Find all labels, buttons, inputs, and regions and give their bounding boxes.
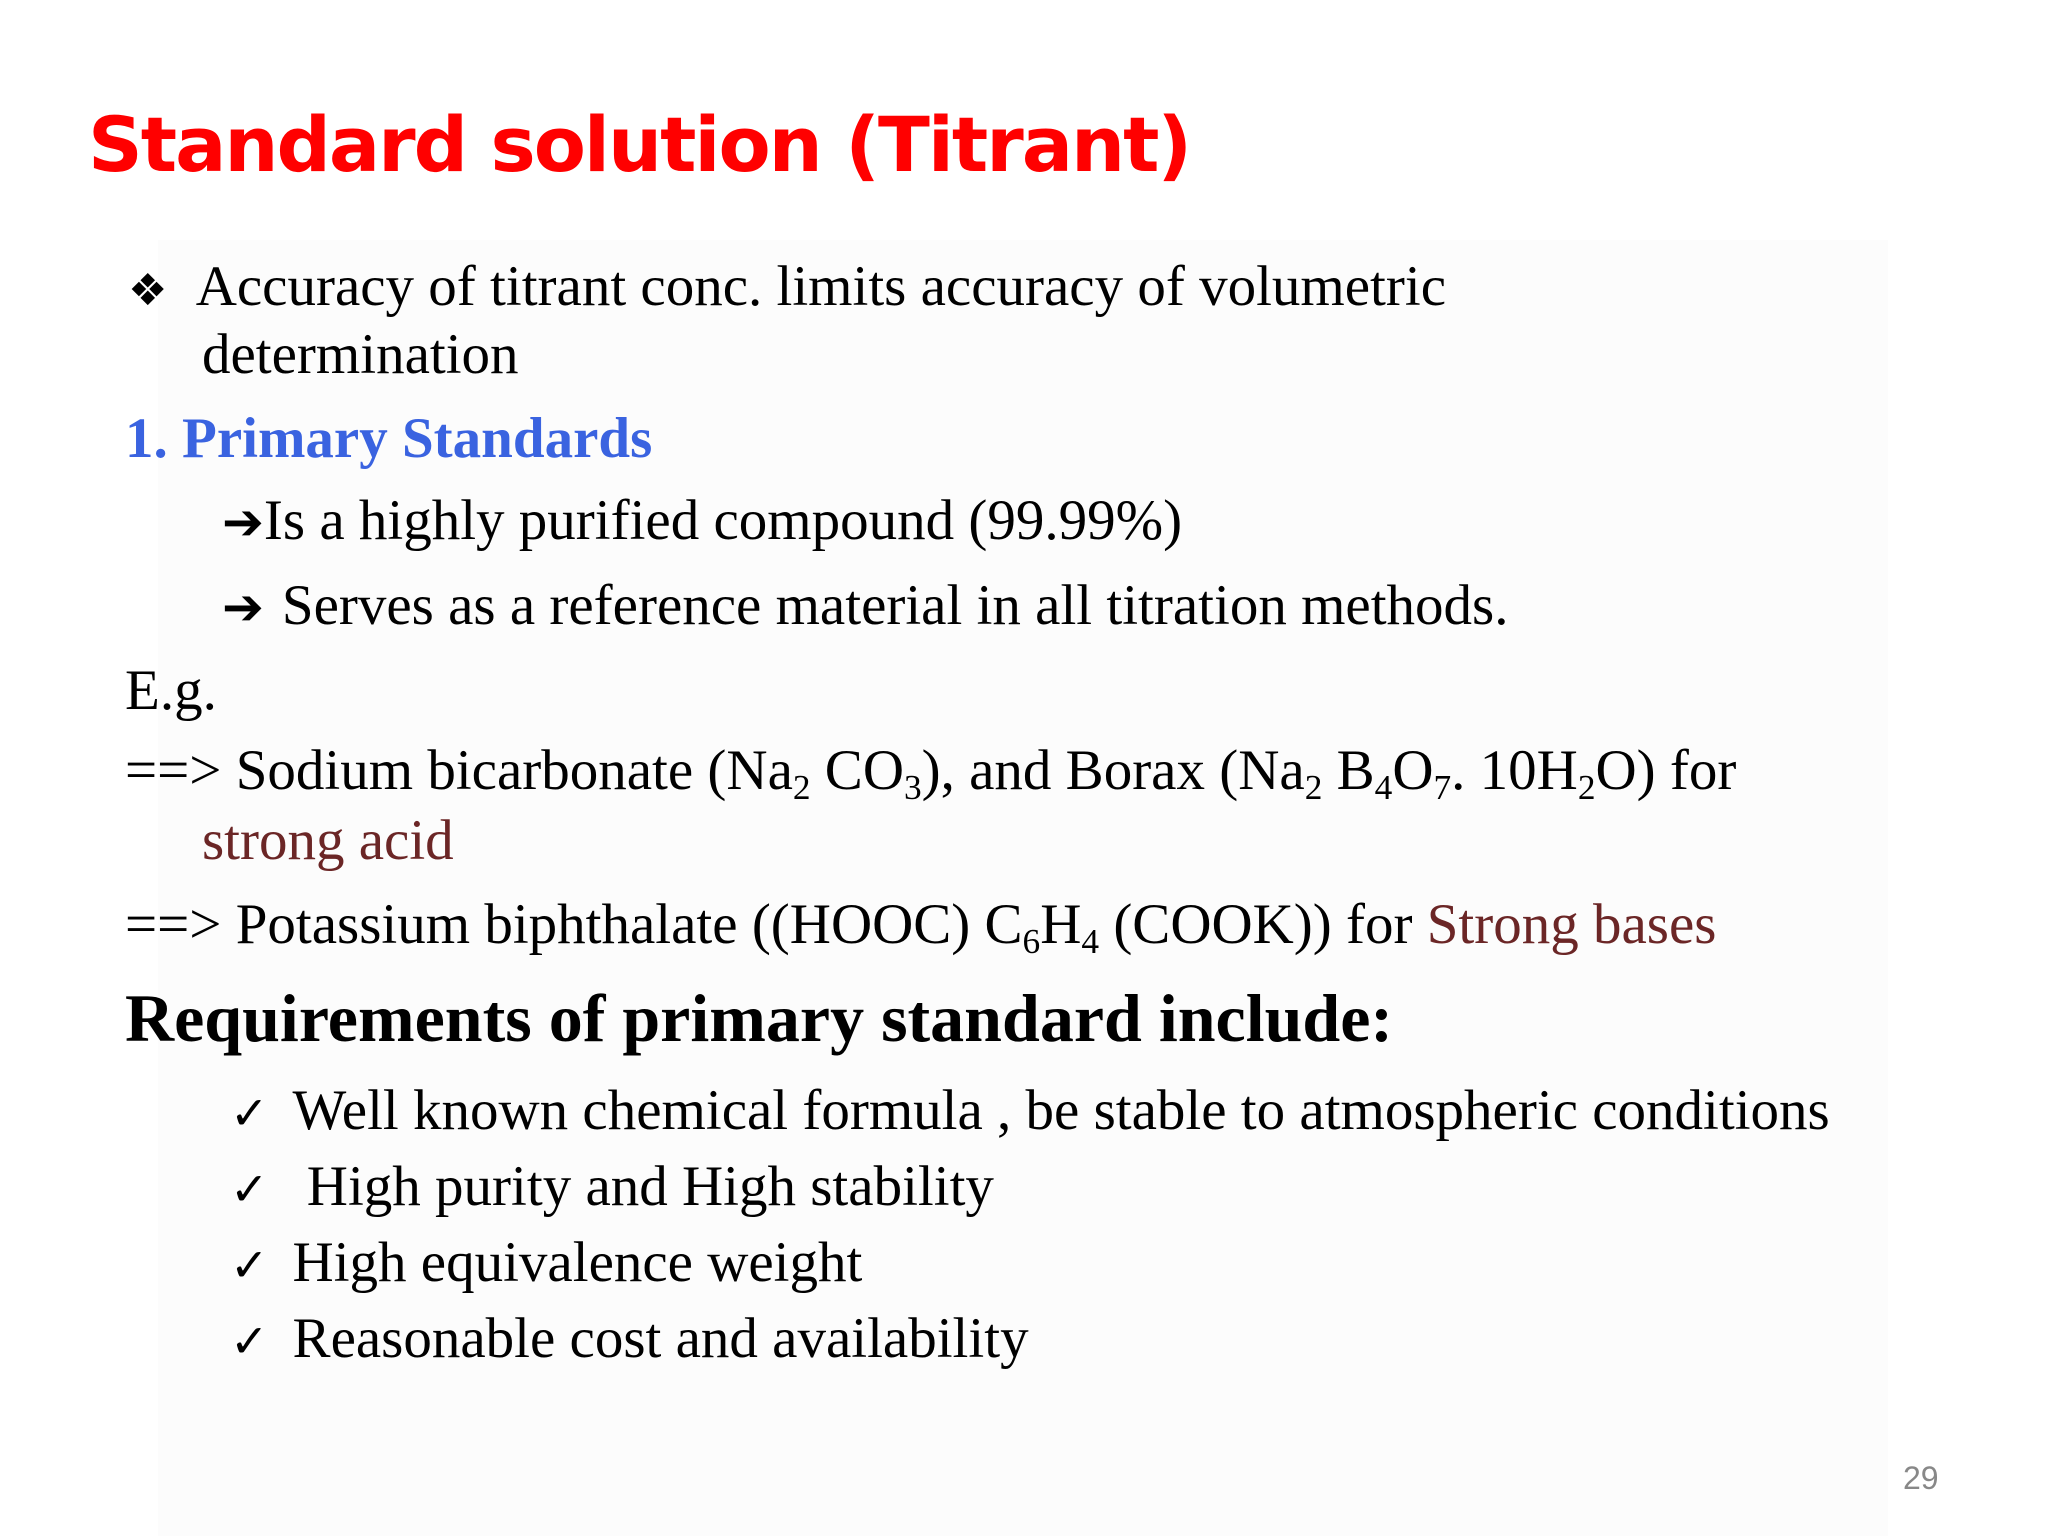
- example-potassium-biphthalate: [125, 893, 1717, 961]
- bullet-accuracy-text-1: Accuracy of titrant conc. limits accuracy of volumetric: [195, 255, 1447, 318]
- check-icon: ✓: [230, 1162, 269, 1216]
- example1-text: ), and Borax (Na: [921, 739, 1305, 802]
- example1-text: . 10H: [1451, 739, 1578, 802]
- check-icon: ✓: [230, 1238, 269, 1292]
- bullet-accuracy: [128, 255, 1447, 318]
- requirement-text: Reasonable cost and availability: [292, 1307, 1029, 1370]
- example2-text: H: [1040, 893, 1082, 956]
- example1-text: Sodium bicarbonate (Na: [221, 739, 793, 802]
- example1-text: B: [1322, 739, 1375, 802]
- arrow-item-reference: [222, 574, 1509, 637]
- subscript: 4: [1081, 921, 1100, 961]
- example2-strong-bases: Strong bases: [1426, 893, 1717, 956]
- subscript: 2: [1304, 767, 1323, 807]
- arrow-item-purified: [222, 489, 1183, 552]
- requirement-item: [230, 1307, 1029, 1370]
- bullet-accuracy-text-2: determination: [202, 323, 519, 386]
- example2-text: (COOK)) for: [1099, 893, 1427, 956]
- example1-text: CO: [810, 739, 904, 802]
- requirement-item: [230, 1231, 863, 1294]
- slide-title: Standard solution (Titrant): [88, 100, 1191, 189]
- example2-text: Potassium biphthalate ((HOOC) C: [221, 893, 1023, 956]
- arrow-right-icon: ➔: [222, 578, 264, 636]
- example1-strong-acid: strong acid: [202, 809, 454, 872]
- eg-label: E.g.: [125, 659, 217, 722]
- requirement-text: High equivalence weight: [292, 1231, 863, 1294]
- diamond-bullet-icon: ❖: [128, 265, 168, 316]
- subscript: 7: [1433, 767, 1452, 807]
- subscript: 6: [1022, 921, 1041, 961]
- example-prefix: ==>: [125, 893, 222, 956]
- requirement-item: [230, 1079, 1830, 1142]
- page-number: 29: [1903, 1460, 1939, 1496]
- check-icon: ✓: [230, 1314, 269, 1368]
- subscript: 4: [1374, 767, 1393, 807]
- example-prefix: ==>: [125, 739, 222, 802]
- arrow-item-reference-text: Serves as a reference material in all titration methods.: [281, 574, 1509, 637]
- subscript: 3: [903, 767, 922, 807]
- example1-text: O) for: [1595, 739, 1737, 802]
- requirement-item: [230, 1155, 994, 1218]
- requirement-text: High purity and High stability: [292, 1155, 994, 1218]
- requirement-text: Well known chemical formula , be stable to atmospheric conditions: [292, 1079, 1830, 1142]
- check-icon: ✓: [230, 1086, 269, 1140]
- requirements-heading: Requirements of primary standard include:: [125, 980, 1394, 1056]
- arrow-item-purified-text: Is a highly purified compound (99.99%): [263, 489, 1183, 552]
- example-sodium-borax: [125, 739, 1737, 807]
- arrow-right-icon: ➔: [222, 493, 264, 551]
- primary-standards-heading: 1. Primary Standards: [125, 407, 653, 470]
- example1-text: O: [1392, 739, 1434, 802]
- subscript: 2: [792, 767, 811, 807]
- subscript: 2: [1577, 767, 1596, 807]
